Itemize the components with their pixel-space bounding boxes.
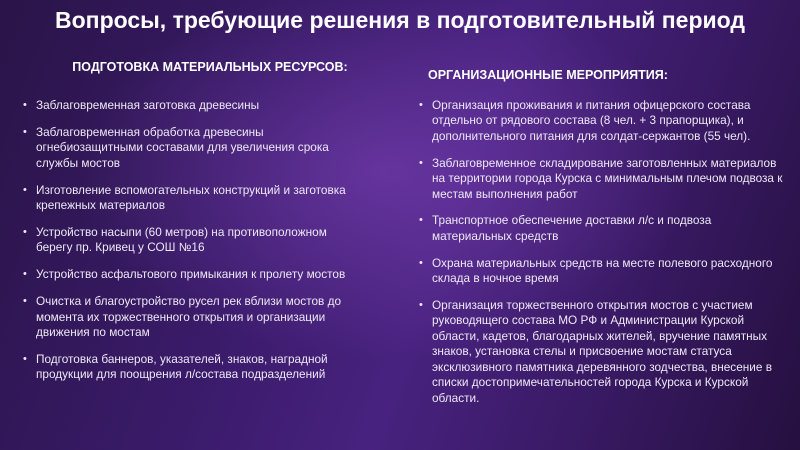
bullet-icon: • (419, 299, 423, 312)
material-resources-list (22, 98, 362, 394)
organizational-measures-list (418, 98, 786, 417)
right-column-heading: ОРГАНИЗАЦИОННЫЕ МЕРОПРИЯТИЯ: (428, 68, 668, 82)
list-item (22, 98, 362, 113)
bullet-icon: • (23, 225, 27, 238)
slide-title: Вопросы, требующие решения в подготовительный период (55, 7, 745, 33)
list-item-text: Организация проживания и питания офицерского состава отдельно от рядового состава (8 чел. + 3 прапорщика), и дополнительного питания для солдат-сержантов (55 чел). (432, 98, 751, 143)
list-item (22, 225, 362, 256)
list-item (22, 352, 362, 383)
list-item (22, 294, 362, 340)
left-column-heading: ПОДГОТОВКА МАТЕРИАЛЬНЫХ РЕСУРСОВ: (72, 60, 348, 74)
list-item (418, 156, 786, 202)
list-item (22, 267, 362, 282)
list-item-text: Заблаговременное складирование заготовленных материалов на территории города Курска с минимальным плечом подвоза к местам выполнения работ (432, 155, 783, 201)
list-item-text: Устройство асфальтового примыкания к пролету мостов (36, 267, 346, 282)
list-item-text: Изготовление вспомогательных конструкций и заготовка крепежных материалов (36, 182, 346, 213)
list-item-text: Охрана материальных средств на месте полевого расходного склада в ночное время (432, 255, 773, 286)
bullet-icon: • (23, 295, 27, 308)
list-item-text: Транспортное обеспечение доставки л/с и подвоза материальных средств (432, 213, 712, 243)
bullet-icon: • (419, 214, 423, 227)
list-item-text: Организация торжественного открытия мостов с участием руководящего состава МО РФ и Администрации Курской области, кадетов, благодарных жителей, вручение памятных знаков, установка стелы и присвоение мостам статуса эксклюзивного памятника деревянного зодчества, внесение в списки достопримечательностей города Курска и Курской области. (432, 298, 772, 405)
bullet-icon: • (23, 99, 27, 111)
list-item (22, 183, 362, 214)
list-item-text: Заблаговременная заготовка древесины (36, 98, 260, 112)
list-item (418, 213, 786, 244)
list-item (418, 256, 786, 287)
list-item-text: Устройство насыпи (60 метров) на противоположном берегу пр. Кривец у СОШ №16 (36, 224, 327, 255)
list-item-text: Подготовка баннеров, указателей, знаков, наградной продукции для поощрения л/состава подразделений (36, 351, 328, 382)
bullet-icon: • (23, 268, 27, 281)
list-item (22, 125, 362, 171)
list-item-text: Очистка и благоустройство русел рек вблизи мостов до момента их торжественного открытия и организации движения по мостам (36, 294, 342, 339)
list-item-text: Заблаговременная обработка древесины огнебиозащитными составами для увеличения срока службы мостов (36, 124, 329, 170)
bullet-icon: • (419, 256, 423, 269)
bullet-icon: • (23, 125, 27, 138)
bullet-icon: • (23, 183, 27, 196)
bullet-icon: • (419, 99, 423, 111)
bullet-icon: • (419, 156, 423, 169)
bullet-icon: • (23, 352, 27, 365)
list-item (418, 298, 786, 406)
list-item (418, 98, 786, 144)
